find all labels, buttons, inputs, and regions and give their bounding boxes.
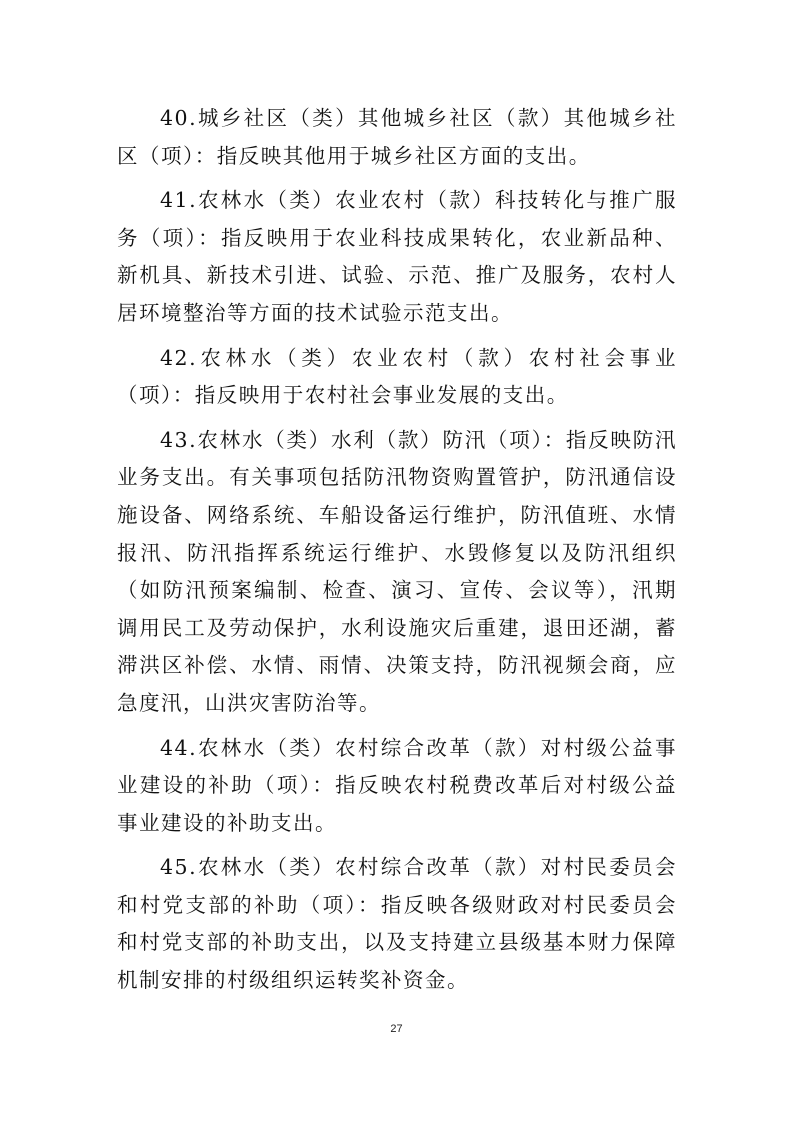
paragraph-43: 43.农林水（类）水利（款）防汛（项）：指反映防汛业务支出。有关事项包括防汛物资购置管护，防汛通信设施设备、网络系统、车船设备运行维护，防汛值班、水情报汛、防汛指挥系统运行维护、水毁修复以及防汛组织（如防汛预案编制、检查、演习、宣传、会议等），汛期调用民工及劳动保护，水利设施灾后重建，退田还湖，蓄滞洪区补偿、水情、雨情、决策支持，防汛视频会商，应急度汛，山洪灾害防治等。 <box>117 427 677 715</box>
page-number: 27 <box>390 1023 403 1035</box>
paragraph-40: 40.城乡社区（类）其他城乡社区（款）其他城乡社区（项）：指反映其他用于城乡社区方面的支出。 <box>117 106 677 168</box>
paragraph-45: 45.农林水（类）农村综合改革（款）对村民委员会和村党支部的补助（项）：指反映各级财政对村民委员会和村党支部的补助支出，以及支持建立县级基本财力保障机制安排的村级组织运转奖补资金。 <box>117 855 677 993</box>
paragraph-41: 41.农林水（类）农业农村（款）科技转化与推广服务（项）：指反映用于农业科技成果转化，农业新品种、新机具、新技术引进、试验、示范、推广及服务，农村人居环境整治等方面的技术试验示范支出。 <box>117 188 677 325</box>
paragraph-44: 44.农林水（类）农村综合改革（款）对村级公益事业建设的补助（项）：指反映农村税费改革后对村级公益事业建设的补助支出。 <box>117 735 677 835</box>
paragraph-42: 42.农林水（类）农业农村（款）农村社会事业（项）：指反映用于农村社会事业发展的支出。 <box>117 345 677 408</box>
document-body <box>117 100 677 1000</box>
